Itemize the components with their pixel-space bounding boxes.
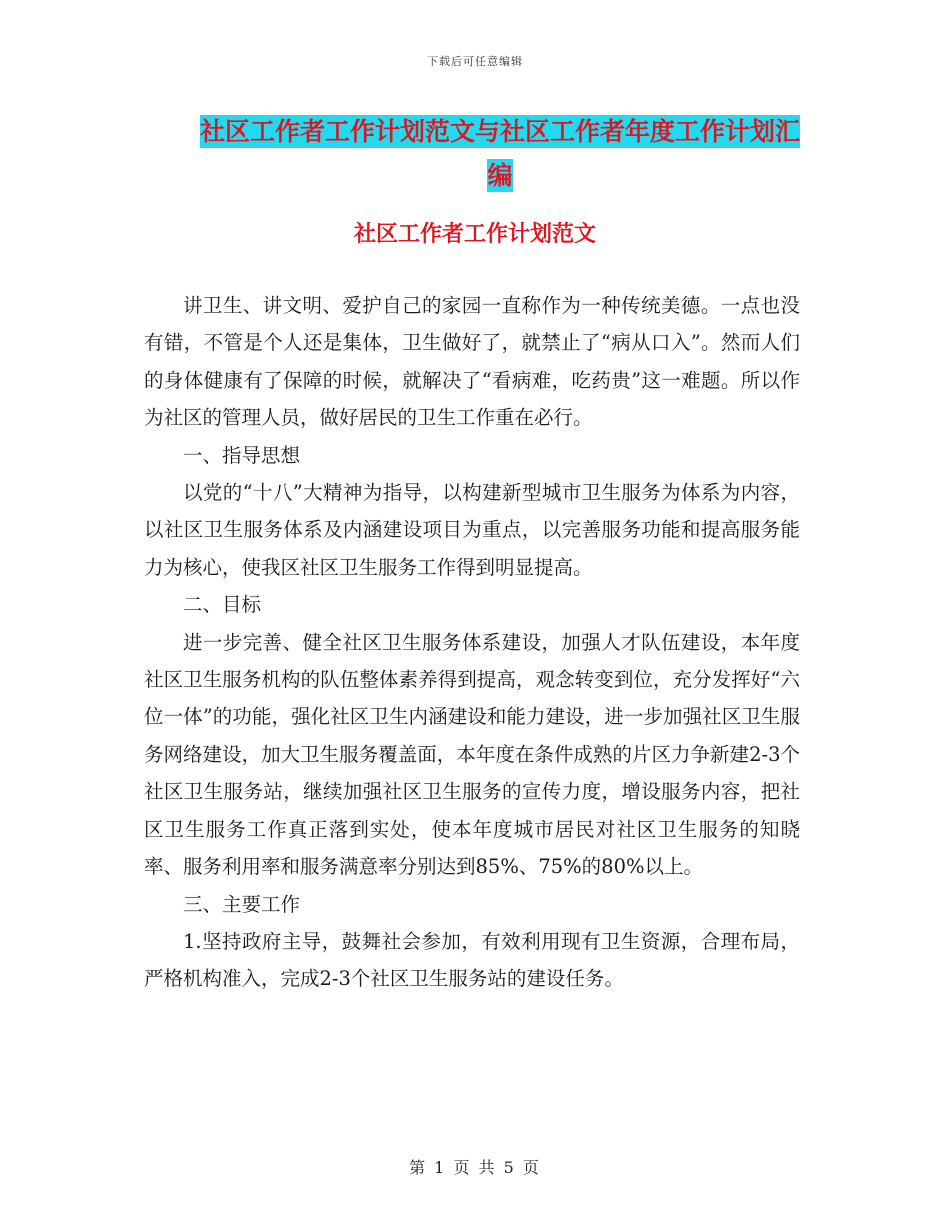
document-body [144, 287, 800, 998]
guiding-ideology-paragraph: 以党的“十八”大精神为指导，以构建新型城市卫生服务为体系为内容，以社区卫生服务体系及内涵建设项目为重点，以完善服务功能和提高服务能力为核心，使我区社区卫生服务工作得到明显提高。 [144, 481, 800, 579]
document-title [190, 110, 810, 198]
main-work-item-1: 1.坚持政府主导，鼓舞社会参加，有效利用现有卫生资源，合理布局，严格机构准入，完成2-3个社区卫生服务站的建设任务。 [144, 929, 800, 991]
section-title: 社区工作者工作计划范文 [353, 222, 596, 247]
header-note: 下载后可任意编辑 [427, 55, 523, 68]
intro-paragraph: 讲卫生、讲文明、爱护自己的家园一直称作为一种传统美德。一点也没有错，不管是个人还是集体，卫生做好了，就禁止了“病从口入”。然而人们的身体健康有了保障的时候，就解决了“看病难，吃药贵”这一难题。所以作为社区的管理人员，做好居民的卫生工作重在必行。 [144, 294, 800, 430]
goals-paragraph: 进一步完善、健全社区卫生服务体系建设，加强人才队伍建设，本年度社区卫生服务机构的队伍整体素养得到提高，观念转变到位，充分发挥好“六位一体”的功能，强化社区卫生内涵建设和能力建设，进一步加强社区卫生服务网络建设，加大卫生服务覆盖面，本年度在条件成熟的片区力争新建2-3个社区卫生服务站，继续加强社区卫生服务的宣传力度，增设服务内容，把社区卫生服务工作真正落到实处，使本年度城市居民对社区卫生服务的知晓率、服务利用率和服务满意率分别达到85%、75%的80%以上。 [144, 630, 800, 879]
heading-main-work: 三、主要工作 [183, 892, 301, 916]
document-title-text: 社区工作者工作计划范文与社区工作者年度工作计划汇编 [199, 117, 800, 190]
page-number: 第 1 页 共 5 页 [409, 1158, 541, 1177]
heading-guiding-ideology: 一、指导思想 [183, 443, 301, 467]
heading-goals: 二、目标 [183, 593, 262, 617]
